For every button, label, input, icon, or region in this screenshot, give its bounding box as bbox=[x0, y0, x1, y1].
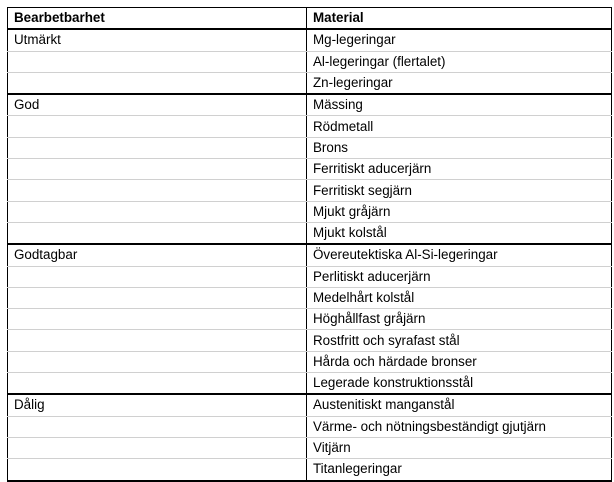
machinability-table bbox=[7, 7, 612, 482]
table-row bbox=[8, 116, 612, 137]
material-cell: Titanlegeringar bbox=[307, 459, 612, 481]
table-body bbox=[8, 29, 612, 480]
machinability-empty-cell bbox=[8, 287, 307, 308]
material-cell: Rödmetall bbox=[307, 116, 612, 137]
table-row bbox=[8, 373, 612, 395]
table-row bbox=[8, 266, 612, 287]
material-cell: Värme- och nötningsbeständigt gjutjärn bbox=[307, 416, 612, 437]
material-cell: Zn-legeringar bbox=[307, 72, 612, 94]
material-cell: Brons bbox=[307, 137, 612, 158]
material-cell: Hårda och härdade bronser bbox=[307, 351, 612, 372]
table-row bbox=[8, 351, 612, 372]
material-cell: Mjukt kolstål bbox=[307, 222, 612, 244]
machinability-table-container bbox=[7, 7, 611, 482]
machinability-empty-cell bbox=[8, 137, 307, 158]
table-row bbox=[8, 244, 612, 266]
machinability-label: God bbox=[8, 94, 307, 116]
machinability-empty-cell bbox=[8, 201, 307, 222]
machinability-empty-cell bbox=[8, 266, 307, 287]
machinability-label: Utmärkt bbox=[8, 29, 307, 51]
header-machinability: Bearbetbarhet bbox=[8, 8, 307, 30]
table-row bbox=[8, 459, 612, 481]
machinability-empty-cell bbox=[8, 459, 307, 481]
table-row bbox=[8, 287, 612, 308]
machinability-empty-cell bbox=[8, 416, 307, 437]
machinability-empty-cell bbox=[8, 437, 307, 458]
material-cell: Mässing bbox=[307, 94, 612, 116]
table-row bbox=[8, 416, 612, 437]
table-row bbox=[8, 159, 612, 180]
table-row bbox=[8, 180, 612, 201]
material-cell: Övereutektiska Al-Si-legeringar bbox=[307, 244, 612, 266]
machinability-empty-cell bbox=[8, 330, 307, 351]
table-row bbox=[8, 72, 612, 94]
machinability-empty-cell bbox=[8, 309, 307, 330]
table-row bbox=[8, 309, 612, 330]
table-row bbox=[8, 137, 612, 158]
header-material: Material bbox=[307, 8, 612, 30]
material-cell: Ferritiskt segjärn bbox=[307, 180, 612, 201]
machinability-empty-cell bbox=[8, 222, 307, 244]
machinability-empty-cell bbox=[8, 116, 307, 137]
machinability-empty-cell bbox=[8, 51, 307, 72]
table-row bbox=[8, 94, 612, 116]
material-cell: Medelhårt kolstål bbox=[307, 287, 612, 308]
machinability-label: Dålig bbox=[8, 394, 307, 416]
material-cell: Ferritiskt aducerjärn bbox=[307, 159, 612, 180]
table-row bbox=[8, 29, 612, 51]
material-cell: Mg-legeringar bbox=[307, 29, 612, 51]
table-row bbox=[8, 201, 612, 222]
table-row bbox=[8, 222, 612, 244]
material-cell: Höghållfast gråjärn bbox=[307, 309, 612, 330]
material-cell: Vitjärn bbox=[307, 437, 612, 458]
table-row bbox=[8, 437, 612, 458]
material-cell: Al-legeringar (flertalet) bbox=[307, 51, 612, 72]
machinability-label: Godtagbar bbox=[8, 244, 307, 266]
table-row bbox=[8, 330, 612, 351]
machinability-empty-cell bbox=[8, 351, 307, 372]
machinability-empty-cell bbox=[8, 373, 307, 395]
material-cell: Rostfritt och syrafast stål bbox=[307, 330, 612, 351]
material-cell: Austenitiskt manganstål bbox=[307, 394, 612, 416]
material-cell: Perlitiskt aducerjärn bbox=[307, 266, 612, 287]
table-row bbox=[8, 51, 612, 72]
material-cell: Legerade konstruktionsstål bbox=[307, 373, 612, 395]
header-row bbox=[8, 8, 612, 30]
machinability-empty-cell bbox=[8, 159, 307, 180]
machinability-empty-cell bbox=[8, 180, 307, 201]
table-row bbox=[8, 394, 612, 416]
material-cell: Mjukt gråjärn bbox=[307, 201, 612, 222]
machinability-empty-cell bbox=[8, 72, 307, 94]
